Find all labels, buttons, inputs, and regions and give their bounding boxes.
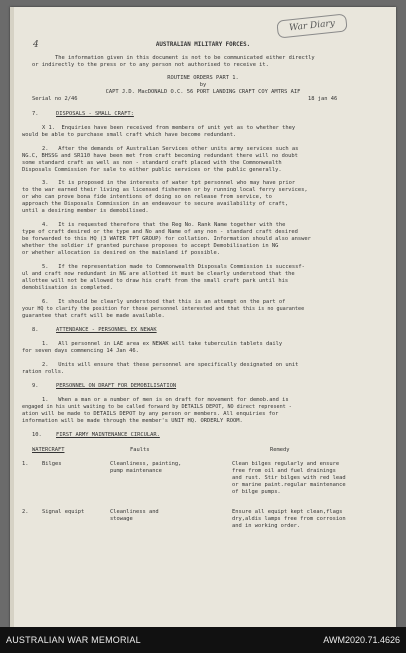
para-7-1-line: X 1. Enquiries have been received from members of unit yet as to whether they: [42, 125, 296, 131]
para-8-1-line: 1. All personnel in LAE area ex NEWAK will take tuberculin tablets daily: [42, 341, 283, 347]
archive-footer: [0, 627, 406, 653]
table-row-remedy: and in working order.: [232, 523, 301, 529]
table-row-remedy: of bilge pumps.: [232, 489, 281, 495]
table-row-remedy: and rust. Stir bilges with red lead: [232, 475, 346, 481]
notice-line-1: The information given in this document is not to be communicated either directly: [55, 55, 315, 61]
para-9-1-line: information will be made through the member's UNIT HQ. ORDERLY ROOM.: [22, 418, 243, 424]
table-header-remedy: Remedy: [270, 447, 290, 453]
para-7-4-line: be forwarded to this HQ (3 WATER TPT GROUP) for collation. Information should also answer: [22, 236, 311, 242]
section-number: 10.: [32, 432, 42, 438]
table-row-faults: pump maintenance: [110, 468, 162, 474]
table-row-remedy: or marine paint.regular maintenance: [232, 482, 346, 488]
para-7-6-line: 6. It should be clearly understood that this is an attempt on the part of: [42, 299, 286, 305]
para-7-5-line: 5. If the representation made to Commonwealth Disposals Commission is successf-: [42, 264, 305, 270]
section-title: ATTENDANCE - PERSONNEL EX NEWAK: [56, 327, 157, 333]
para-7-1-line: would be able to purchase small craft which have become redundant.: [22, 132, 237, 138]
para-7-4-line: whether the soldier if granted purchase proposes to accept Demobilisation in NG: [22, 243, 279, 249]
section-number: 9.: [32, 383, 39, 389]
table-row-remedy: Ensure all equipt kept clean,flags: [232, 509, 343, 515]
para-7-3-line: until a desiring member is demobilised.: [22, 208, 149, 214]
section-number: 8.: [32, 327, 39, 333]
table-row-number: 2.: [22, 509, 29, 515]
para-7-3-line: 3. It is proposed in the interests of water tpt personnel who may have prior: [42, 180, 296, 186]
para-7-6-line: your HQ to clarify the position for those personnel interested and that this is no guarantee: [22, 306, 305, 312]
table-row-remedy: dry,aldis lamps free from corrosion: [232, 516, 346, 522]
orders-by: by: [199, 82, 207, 88]
para-7-6-line: guarantee that craft will be made available.: [22, 313, 165, 319]
footer-accession-number: AWM2020.71.4626: [323, 635, 400, 645]
page-edge: [10, 7, 14, 627]
table-row-faults: Cleanliness and: [110, 509, 159, 515]
para-7-2-line: some standard craft as well as non - standard craft placed with the Commonwealth: [22, 160, 282, 166]
table-header-faults: Faults: [130, 447, 150, 453]
order-date: 18 jan 46: [308, 96, 338, 102]
section-title: DISPOSALS - SMALL CRAFT:: [56, 111, 134, 117]
para-7-4-line: 4. It is requested therefore that the Reg No. Rank Name together with the: [42, 222, 286, 228]
para-7-3-line: to the war earned their living as licensed fishermen or by running local ferry services,: [22, 187, 308, 193]
para-7-5-line: demobilisation is completed.: [22, 285, 113, 291]
section-title: PERSONNEL ON DRAFT FOR DEMOBILISATION: [56, 383, 177, 389]
footer-institution: AUSTRALIAN WAR MEMORIAL: [6, 635, 141, 645]
para-9-1-line: engaged in his unit waiting to be called forward by DETAILS DEPOT, NO direct represent -: [22, 404, 292, 410]
para-7-3-line: approach the Disposals Commission in an endeavour to secure availability of craft,: [22, 201, 289, 207]
handwritten-mark: 4: [33, 40, 39, 50]
notice-line-2: or indirectly to the press or to any person not authorised to receive it.: [32, 62, 269, 68]
serial-number: Serial no 2/46: [32, 96, 78, 102]
officer-name: CAPT J.D. MacDONALD O.C. 56 PORT LANDING CRAFT COY AMTRS AIF: [105, 89, 301, 95]
document-page: [10, 7, 396, 627]
section-title: FIRST ARMY MAINTENANCE CIRCULAR.: [56, 432, 160, 438]
para-7-2-line: NG.C, BHSSG and SR110 have been met from craft becoming redundant there will no doubt: [22, 153, 298, 159]
para-8-2-line: 2. Units will ensure that these personnel are specifically designated on unit: [42, 362, 299, 368]
para-9-1-line: 1. When a man or a number of men is on draft for movement for demob.and is: [42, 397, 289, 403]
war-diary-stamp: War Diary: [276, 13, 347, 38]
para-7-3-line: or who can prove bona fide intentions of doing so on release from service, to: [22, 194, 272, 200]
para-7-2-line: Disposals Commission for sale to either public services or the public generally.: [22, 167, 282, 173]
table-header-watercraft: WATERCRAFT: [32, 447, 65, 453]
table-row-remedy: free from oil and fuel drainings: [232, 468, 336, 474]
section-number: 7.: [32, 111, 39, 117]
orders-title: ROUTINE ORDERS PART 1.: [167, 75, 239, 81]
para-8-1-line: for seven days commencing 14 Jan 46.: [22, 348, 139, 354]
para-7-5-line: allottee will not be allowed to draw his craft from the small craft park until his: [22, 278, 289, 284]
table-row-faults: Cleanliness, painting,: [110, 461, 182, 467]
table-row-faults: stowage: [110, 516, 133, 522]
para-8-2-line: ration rolls.: [22, 369, 65, 375]
para-9-1-line: ation will be made to DETAILS DEPOT by any person or members. All enquiries for: [22, 411, 279, 417]
table-row-item: Bilges: [42, 461, 62, 467]
table-row-item: Signal equipt: [42, 509, 85, 515]
table-row-number: 1.: [22, 461, 29, 467]
document-heading: AUSTRALIAN MILITARY FORCES.: [155, 42, 251, 48]
para-7-5-line: ul and craft now redundant in NG are allotted it must be clearly understood that the: [22, 271, 295, 277]
para-7-4-line: or whether allocation is desired on the mainland if possible.: [22, 250, 220, 256]
para-7-4-line: type of craft desired or the type and No and Name of any non - standard craft desired: [22, 229, 298, 235]
para-7-2-line: 2. After the demands of Australian Services other units army services such as: [42, 146, 299, 152]
table-row-remedy: Clean bilges regularly and ensure: [232, 461, 340, 467]
